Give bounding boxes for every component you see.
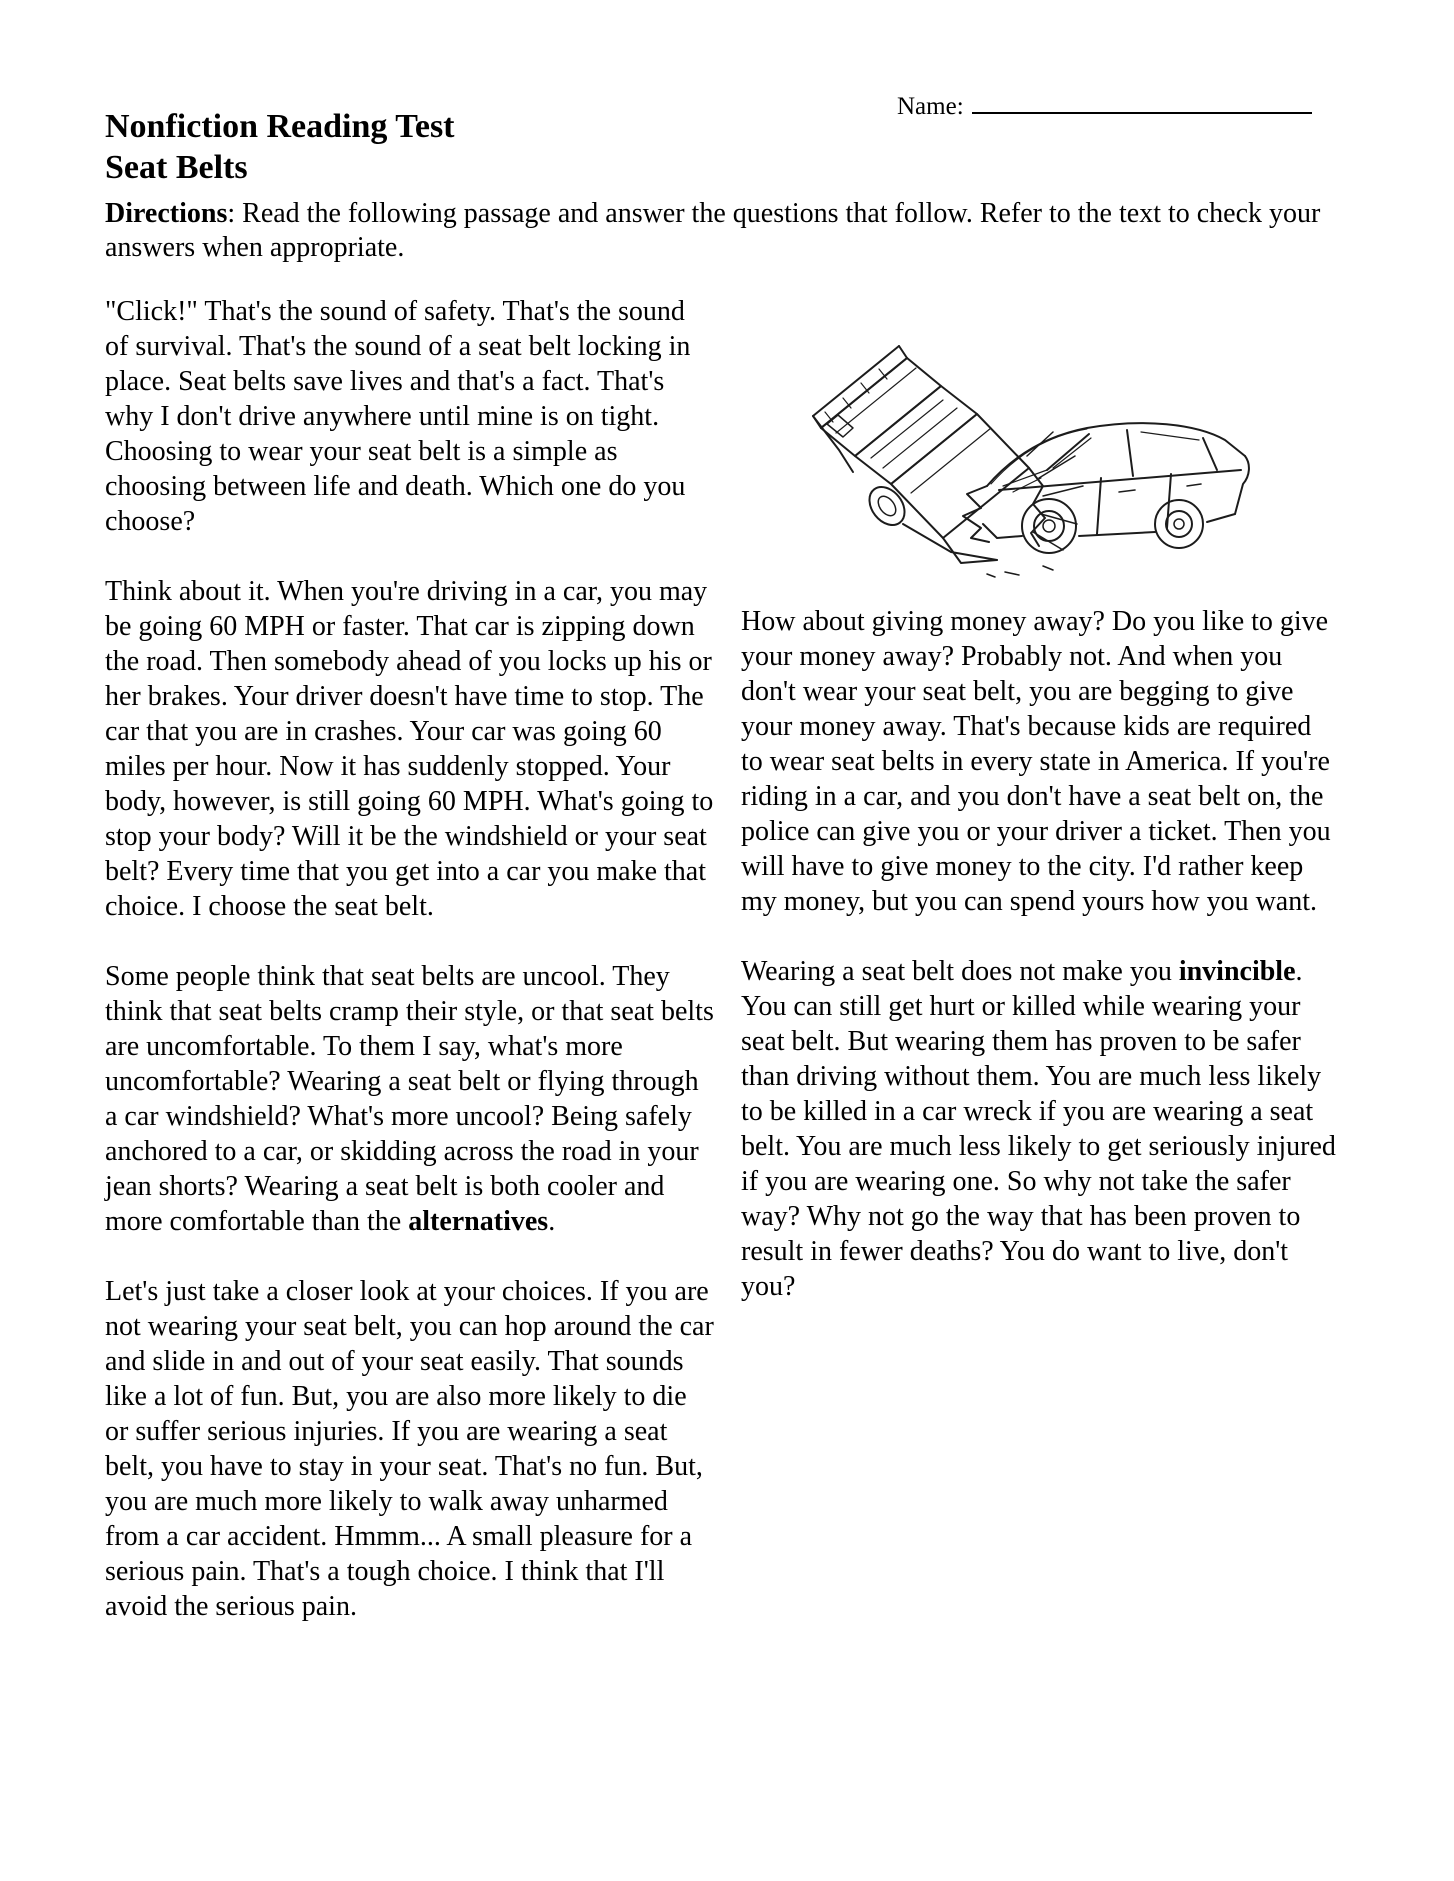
bold-word-alternatives: alternatives [408, 1206, 549, 1237]
paragraph-invincible: Wearing a seat belt does not make you invincible. You can still get hurt or killed while wearing your seat belt. But wearing them has proven to be safer than driving without them. You are much less likely to be killed in a car wreck if you are wearing a seat belt. You are much less likely to get seriously injured if you are wearing one. So why not take the safer way? Why not go the way that has been proven to result in fewer deaths? You do want to live, don't you? [741, 956, 1336, 1302]
name-blank-line[interactable] [972, 86, 1312, 114]
title-block [105, 106, 455, 188]
page-subtitle: Seat Belts [105, 149, 248, 186]
directions-text: : Read the following passage and answer the questions that follow. Refer to the text to check your answers when appropriate. [105, 198, 1321, 263]
paragraph-uncool: Some people think that seat belts are uncool. They think that seat belts cramp their style, or that seat belts are uncomfortable. To them I say, what's more uncomfortable? Wearing a seat belt or flying through a car windshield? What's more uncool? Being safely anchored to a car, or skidding across the road in your jean shorts? Wearing a seat belt is both cooler and more comfortable than the alternatives. [105, 961, 714, 1237]
right-column [741, 294, 1337, 1659]
directions-label: Directions [105, 198, 228, 229]
crashed-car-left [813, 346, 1045, 563]
directions [105, 197, 1335, 265]
paragraph-think-about-it: Think about it. When you're driving in a car, you may be going 60 MPH or faster. That car is zipping down the road. Then somebody ahead of you locks up his or her brakes. Your driver doesn't have time to stop. The car that you are in crashes. Your car was going 60 miles per hour. Now it has suddenly stopped. Your body, however, is still going 60 MPH. What's going to stop your body? Will it be the windshield or your seat belt? Every time that you get into a car you make that choice. I choose the seat belt. [105, 576, 714, 922]
page-title: Nonfiction Reading Test [105, 108, 455, 145]
impact-lines [987, 432, 1083, 577]
name-field-row [897, 86, 1312, 121]
car-crash-illustration [791, 328, 1261, 580]
paragraph-choices: Let's just take a closer look at your choices. If you are not wearing your seat belt, you can hop around the car and slide in and out of your seat easily. That sounds like a lot of fun. But, you are also more likely to die or suffer serious injuries. If you are wearing a seat belt, you have to stay in your seat. That's no fun. But, you are much more likely to walk away unharmed from a car accident. Hmmm... A small pleasure for a serious pain. That's a tough choice. I think that I'll avoid the serious pain. [105, 1276, 714, 1622]
passage-columns [105, 294, 1337, 1659]
car-crash-drawing [791, 328, 1261, 580]
name-label: Name: [897, 93, 964, 120]
left-column [105, 294, 715, 1659]
bold-word-invincible: invincible [1178, 956, 1296, 987]
paragraph-money: How about giving money away? Do you like to give your money away? Probably not. And when you don't wear your seat belt, you are begging to give your money away. That's because kids are required to wear seat belts in every state in America. If you're riding in a car, and you don't have a seat belt on, the police can give you or your driver a ticket. Then you will have to give money to the city. I'd rather keep my money, but you can spend yours how you want. [741, 606, 1331, 917]
paragraph-click: "Click!" That's the sound of safety. That's the sound of survival. That's the sound of a seat belt locking in place. Seat belts save lives and that's a fact. That's why I don't drive anywhere until mine is on tight. Choosing to wear your seat belt is a simple as choosing between life and death. Which one do you choose? [105, 296, 691, 537]
